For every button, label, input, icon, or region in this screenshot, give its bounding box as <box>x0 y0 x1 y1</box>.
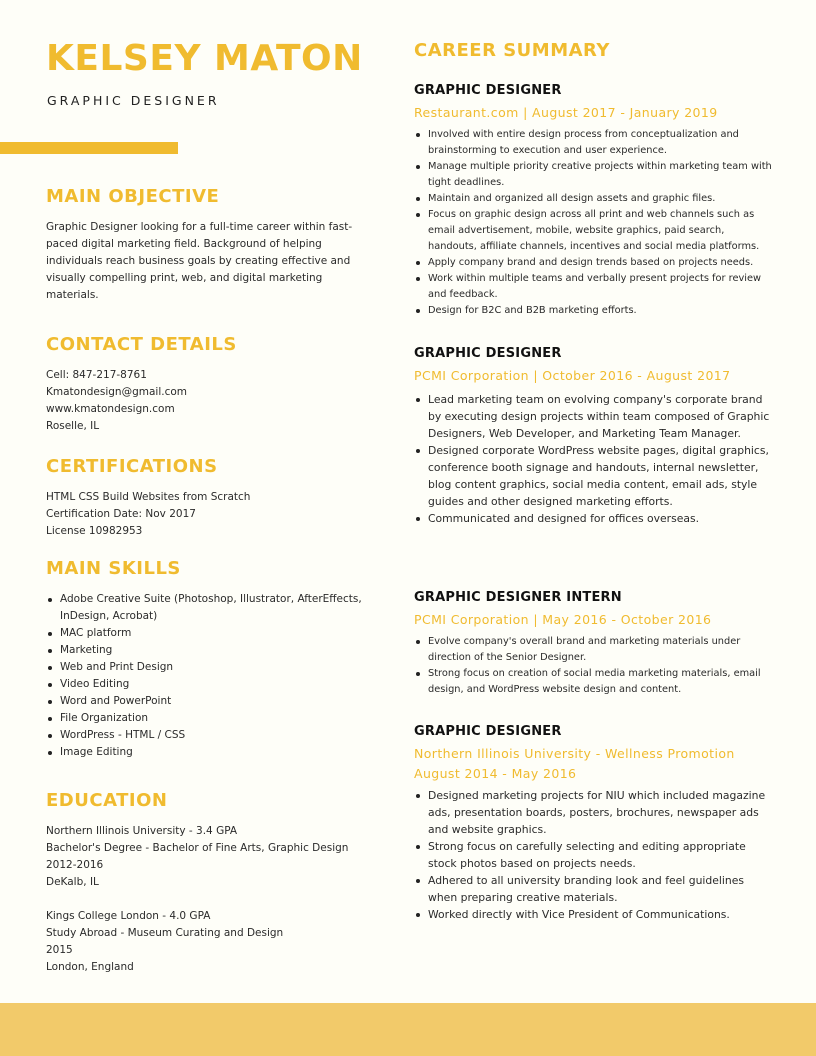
duty-item: Lead marketing team on evolving company's corporate brand by executing design projects within team composed of Graphic Designers, Web Developer, and Marketing Team Manager. <box>414 391 776 442</box>
section-title: EDUCATION <box>46 790 168 811</box>
certification-line: License 10982953 <box>46 525 143 537</box>
education-line: DeKalb, IL <box>46 876 99 888</box>
skill-item: WordPress - HTML / CSS <box>46 727 364 744</box>
section-title: CERTIFICATIONS <box>46 456 218 477</box>
footer-bar <box>0 1003 816 1056</box>
skill-item: Image Editing <box>46 744 364 761</box>
duty-item: Worked directly with Vice President of Communications. <box>414 906 776 923</box>
skills-list <box>46 591 364 761</box>
job-duties <box>414 787 776 923</box>
career-summary-title: CAREER SUMMARY <box>414 40 610 61</box>
education-line: Bachelor's Degree - Bachelor of Fine Arts, Graphic Design <box>46 842 349 854</box>
contact-section <box>46 334 364 435</box>
job-entry <box>414 346 776 527</box>
job-entry <box>414 590 776 698</box>
duty-item: Designed marketing projects for NIU which included magazine ads, presentation boards, posters, brochures, newspaper ads and website graphics. <box>414 787 776 838</box>
duty-item: Focus on graphic design across all print and web channels such as email advertisement, mobile, website graphics, paid search, handouts, affiliate channels, incentives and social media platforms. <box>414 207 776 255</box>
job-duties <box>414 391 776 527</box>
duty-item: Strong focus on creation of social media marketing materials, email design, and WordPress website design and content. <box>414 666 776 698</box>
duty-item: Strong focus on carefully selecting and editing appropriate stock photos based on projects needs. <box>414 838 776 872</box>
contact-email: Kmatondesign@gmail.com <box>46 386 188 398</box>
job-company: PCMI Corporation | May 2016 - October 2016 <box>414 612 712 627</box>
job-entry <box>414 724 776 923</box>
education-line: 2015 <box>46 944 73 956</box>
education-section <box>46 790 364 976</box>
duty-item: Apply company brand and design trends based on projects needs. <box>414 255 776 271</box>
education-entry <box>46 823 364 891</box>
duty-item: Evolve company's overall brand and marketing materials under direction of the Senior Designer. <box>414 634 776 666</box>
skill-item: Marketing <box>46 642 364 659</box>
candidate-role: GRAPHIC DESIGNER <box>47 93 220 108</box>
duty-item: Communicated and designed for offices overseas. <box>414 510 776 527</box>
skill-item: Word and PowerPoint <box>46 693 364 710</box>
main-objective-section <box>46 186 364 304</box>
job-title: GRAPHIC DESIGNER INTERN <box>414 590 622 605</box>
job-title: GRAPHIC DESIGNER <box>414 724 562 739</box>
accent-bar <box>0 142 178 154</box>
duty-item: Design for B2C and B2B marketing efforts. <box>414 303 776 319</box>
education-line: Kings College London - 4.0 GPA <box>46 910 211 922</box>
duty-item: Maintain and organized all design assets and graphic files. <box>414 191 776 207</box>
skill-item: MAC platform <box>46 625 364 642</box>
certification-line: Certification Date: Nov 2017 <box>46 508 196 520</box>
certification-line: HTML CSS Build Websites from Scratch <box>46 491 251 503</box>
job-company: PCMI Corporation | October 2016 - August 2017 <box>414 368 731 383</box>
education-line: Study Abroad - Museum Curating and Design <box>46 927 284 939</box>
section-title: MAIN SKILLS <box>46 558 181 579</box>
education-line: London, England <box>46 961 134 973</box>
duty-item: Designed corporate WordPress website pages, digital graphics, conference booth signage and handouts, internal newsletter, blog content graphics, social media content, email ads, style guides and other designed marketing efforts. <box>414 442 776 510</box>
duty-item: Manage multiple priority creative projects within marketing team with tight deadlines. <box>414 159 776 191</box>
section-title: MAIN OBJECTIVE <box>46 186 220 207</box>
skill-item: Web and Print Design <box>46 659 364 676</box>
duty-item: Involved with entire design process from conceptualization and brainstorming to execution and user experience. <box>414 127 776 159</box>
job-duties <box>414 634 776 698</box>
skills-section <box>46 558 364 761</box>
education-entry <box>46 908 364 976</box>
section-title: CONTACT DETAILS <box>46 334 237 355</box>
job-title: GRAPHIC DESIGNER <box>414 346 562 361</box>
skill-item: Video Editing <box>46 676 364 693</box>
duty-item: Work within multiple teams and verbally present projects for review and feedback. <box>414 271 776 303</box>
job-title: GRAPHIC DESIGNER <box>414 83 562 98</box>
contact-website: www.kmatondesign.com <box>46 403 175 415</box>
job-company: Northern Illinois University - Wellness Promotion August 2014 - May 2016 <box>414 746 735 781</box>
education-line: 2012-2016 <box>46 859 104 871</box>
candidate-name: KELSEY MATON <box>46 38 363 79</box>
contact-phone: Cell: 847-217-8761 <box>46 369 147 381</box>
objective-text: Graphic Designer looking for a full-time career within fast-paced digital marketing field. Background of helping individuals reach business goals by creating effective and visually compelling print, web, and digital marketing materials. <box>46 221 353 301</box>
education-line: Northern Illinois University - 3.4 GPA <box>46 825 238 837</box>
skill-item: Adobe Creative Suite (Photoshop, Illustrator, AfterEffects, InDesign, Acrobat) <box>46 591 364 625</box>
skill-item: File Organization <box>46 710 364 727</box>
job-entry <box>414 83 776 319</box>
duty-item: Adhered to all university branding look and feel guidelines when preparing creative materials. <box>414 872 776 906</box>
job-duties <box>414 127 776 319</box>
job-company: Restaurant.com | August 2017 - January 2019 <box>414 105 718 120</box>
certifications-section <box>46 456 364 540</box>
contact-location: Roselle, IL <box>46 420 100 432</box>
